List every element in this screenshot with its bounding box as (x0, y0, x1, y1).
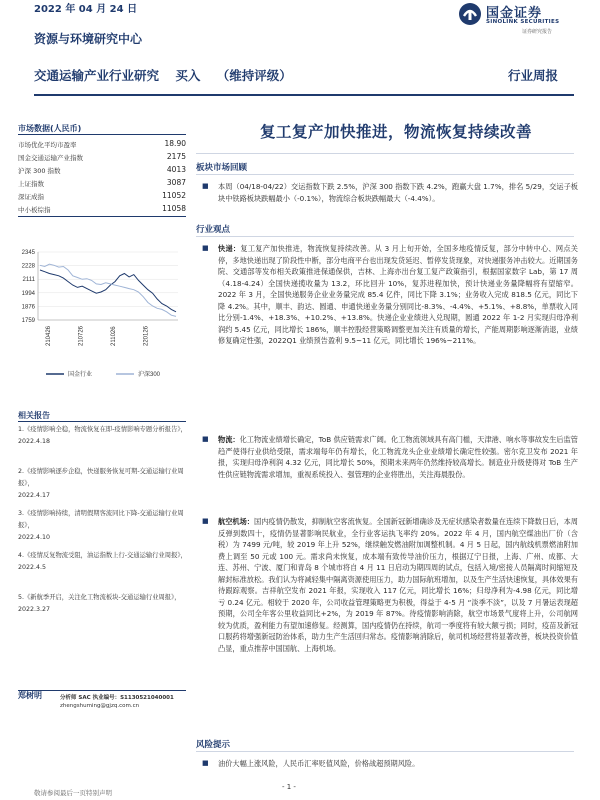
x-tick-label: 210726 (78, 325, 85, 346)
related-report-date: 2022.4.18 (18, 438, 51, 445)
y-tick-label: 2111 (22, 277, 35, 284)
market-row-value: 11052 (162, 191, 186, 200)
express-text: 复工复产加快推进，物流恢复持续改善。从 3 月上旬开始，全国多地疫情反复，部分中转中心、网点关停，多地快递出现了阶段性中断，部分电商平台也出现发货延迟、暂停发货现象，对快递服务冲击较大。近期国务院、交通部等发布相关政策推进保通保供，吉林、上海亦出台复工复产政策指引，根据国家数字 Lab，第 17 周（4.18-4.24）全国快递揽收量为 13.2，环比回升 10%，复苏进程加快，预计快递业务量降幅将有望缩窄。2022 年 3 月，全国快递服务企业业务量完成 85.4 亿件，同比下降 3.1%；业务收入完成 818.5 亿元，同比下降 4.2%。其中，顺丰、韵达、圆通、申通快递业务量分别同比-8.3%、-4.4%、+5.1%、+8.8%，单票收入同比分别-1.4%、+18.3%、+10.2%、+13.8%。快递企业业绩进入兑现期，圆通 2022 年 1-2 月实现归母净利润约 5.45 亿元，同比增长 186%，顺丰控股经营策略调整更加关注有质量的增长，产能周期影响逐渐消退，业绩修复确定性强，2022Q1 业绩预告盈利 9.5~11 亿元，同比增长 196%~211%。 (218, 244, 578, 345)
logistics-lead: 物流： (218, 435, 240, 444)
aviation-text: 国内疫情仍散发，抑制航空客流恢复。全国新冠新增确诊及无症状感染者数量在连续下降数日后，本周反弹到数四十，疫情仍显著影响民航业，全行业客运执飞率约 20%。2022 年 4 月，国内航空煤油出厂价（含税）为 7499 元/吨，较 2019 年上升 52%，继续触发燃油附加调整机制。4 月 5 日起，国内航线机票燃油附加费上调至 50 元或 100 元。需求尚未恢复，成本端有致传导油价压力，根据辽宁日报，上海、广州、成都、大连、苏州、宁波、厦门和青岛 8 个城市将自 4 月 11 日启动为期四周的试点，包括入境/密接人员隔离时间缩短及解封标准放松。我们认为将减轻集中隔离资源使用压力，助力国际航班增加，以及生产生活快速恢复，具体效果有待跟踪观察。吉祥航空发布 2021 年报，实现收入 117 亿元，同比增长 16%；归母净利为-4.98 亿元，同比增亏 0.24 亿元。相较于 2020 年，公司收益管理策略更为积极，得益于 4-5 月 “淡季不淡”，以及 7 月暑运表现超预期，公司全年客公里收益同比+2%，为 2019 年 87%。待疫情影响消除，航空市场景气度将上升，公司航网较为优质，盈利能力有望加速修复。经测算，国内疫情仍在持续，航司一季度将有较大额亏损；同时，疫苗及新冠口服药将增强新冠防治体系，助力生产生活回归常态。疫情影响消除后，航司机场经营将显著改善，板块投资价值凸显，重点推荐中国国航、上海机场。 (218, 517, 578, 653)
market-row-value: 18.90 (164, 139, 186, 148)
market-row (18, 165, 186, 177)
section-rule (196, 751, 574, 752)
aviation-lead: 航空机场： (218, 517, 254, 526)
related-report-item[interactable] (18, 466, 190, 502)
report-date: 2022 年 04 月 24 日 (34, 4, 138, 15)
series-line (40, 264, 176, 316)
related-report-date: 2022.3.27 (18, 606, 51, 613)
logo (458, 2, 578, 36)
market-row-value: 11058 (162, 204, 186, 213)
footer-disclaimer: 敬请参阅最后一页特别声明 (34, 789, 112, 797)
report-type: 行业周报 (508, 68, 559, 83)
industry-rating-line (34, 66, 304, 84)
related-report-item[interactable] (18, 424, 190, 448)
x-tick-label: 210426 (46, 325, 52, 346)
related-report-title: 3.《疫情影响持续，清明假期客流同比下降-交通运输行业周报》， (18, 510, 184, 529)
logistics-paragraph (196, 434, 578, 480)
aviation-paragraph (196, 516, 578, 654)
market-row-value: 2175 (166, 152, 186, 161)
related-report-title: 1.《疫情影响全稳，物流恢复在即-疫情影响专题分析报告》， (18, 426, 187, 433)
risk-text: 油价大幅上涨风险，人民币汇率贬值风险，价格战超预期风险。 (218, 759, 420, 768)
related-report-date: 2022.4.17 (18, 492, 51, 499)
analyst-email[interactable]: zhengshuming@gjzq.com.cn (60, 703, 140, 709)
section-rule (196, 174, 574, 175)
related-report-title: 2.《疫情影响逐步企稳，快递服务恢复可期-交通运输行业周报》， (18, 468, 184, 487)
review-paragraph (196, 181, 578, 204)
bullet-square-icon: ■ (202, 182, 209, 190)
analyst-name: 郑树明 (18, 691, 42, 700)
logo-tagline: 证券研究报告 (522, 29, 553, 35)
market-data-rule (18, 134, 186, 135)
market-row-label: 上证指数 (18, 180, 44, 188)
section-title-review: 板块市场回顾 (196, 163, 248, 173)
market-row-value: 4013 (166, 165, 186, 174)
rating-note: （维持评级） (216, 68, 292, 83)
market-row (18, 178, 186, 190)
bullet-square-icon: ■ (202, 517, 209, 525)
express-paragraph (196, 243, 578, 347)
related-report-item[interactable] (18, 550, 190, 574)
review-text: 本周（04/18-04/22）交运指数下跌 2.5%，沪深 300 指数下跌 4.2%，跑赢大盘 1.7%，排名 5/29，交运子板块中铁路板块跌幅最小（-0.1%），物流综合板块跌幅最大（-4.4%）。 (218, 182, 578, 203)
logo-cn-text: 国金证券 (486, 6, 543, 21)
section-rule (196, 236, 574, 237)
risk-paragraph (196, 758, 578, 770)
market-row-label: 国金交通运输产业指数 (18, 154, 83, 162)
logo-en-text: SINOLINK SECURITIES (486, 19, 560, 25)
related-report-item[interactable] (18, 508, 190, 544)
market-row (18, 204, 186, 216)
bullet-square-icon: ■ (202, 435, 209, 443)
y-tick-label: 1876 (21, 304, 35, 311)
section-title-views: 行业观点 (196, 225, 231, 235)
y-tick-label: 2345 (21, 250, 35, 256)
x-tick-label: 211026 (111, 326, 117, 346)
related-reports-title: 相关报告 (18, 411, 50, 420)
market-row-label: 中小板综指 (18, 206, 51, 214)
market-row (18, 191, 186, 203)
headline-rule (196, 153, 574, 154)
market-row-value: 3087 (166, 178, 186, 187)
author-rule (18, 690, 186, 691)
market-row-label: 深证成指 (18, 193, 44, 201)
sinolink-logo-icon (458, 2, 482, 26)
header-divider (34, 94, 574, 96)
bullet-square-icon: ■ (202, 244, 209, 252)
market-row-label: 沪深 300 指数 (18, 167, 61, 175)
section-title-risk: 风险提示 (196, 740, 231, 750)
related-report-item[interactable] (18, 592, 190, 616)
bullet-square-icon: ■ (202, 759, 209, 767)
related-report-title: 4.《疫情反复物流受阻，油运指数上行-交通运输行业周报》， (18, 552, 187, 559)
page-number: - 1 - (282, 783, 296, 791)
related-reports-rule (18, 421, 186, 422)
market-row (18, 139, 186, 151)
related-report-date: 2022.4.5 (18, 564, 47, 571)
industry-name: 交通运输产业行业研究 (34, 68, 160, 83)
y-tick-label: 1759 (21, 318, 35, 324)
index-line-chart (6, 242, 196, 392)
analyst-sac-number: 分析师 SAC 执业编号：S1130521040001 (60, 695, 174, 701)
market-row-label: 市场优化平均市盈率 (18, 141, 77, 149)
report-headline: 复工复产加快推进，物流恢复持续改善 (259, 122, 532, 141)
legend-label: 沪深300 (138, 372, 161, 378)
research-center-name: 资源与环境研究中心 (34, 32, 143, 46)
y-tick-label: 1994 (21, 290, 35, 297)
express-lead: 快递： (218, 244, 241, 253)
x-tick-label: 220126 (143, 325, 150, 346)
legend-label: 国金行业 (68, 372, 93, 378)
y-tick-label: 2228 (21, 263, 35, 270)
rating: 买入 (175, 68, 201, 83)
related-report-date: 2022.4.10 (18, 534, 51, 541)
related-report-title: 5.《新航季开启，关注化工物流板块-交通运输行业周报》， (18, 594, 181, 601)
market-row (18, 152, 186, 164)
series-line (40, 270, 176, 312)
market-data-bottom-rule (18, 216, 186, 217)
market-data-title: 市场数据(人民币) (18, 124, 82, 133)
logistics-text: 化工物流业绩增长确定，ToB 供应链需求广阔。化工物流领域具有高门槛，天津港、响水等事故发生后监管趋严使得行业供给受限，需求端每年仍有增长，化工物流龙头企业业绩增长确定性较强。密尔克卫发布 2021 年报，实现归母净利润 4.32 亿元，同比增长 50%，预期未来两年仍然维持较高增长。制造业升级使得对 ToB 生产性供应链物流需求增加，重视系统投入、强管理的企业将胜出，关注海晨股份。 (218, 435, 578, 479)
